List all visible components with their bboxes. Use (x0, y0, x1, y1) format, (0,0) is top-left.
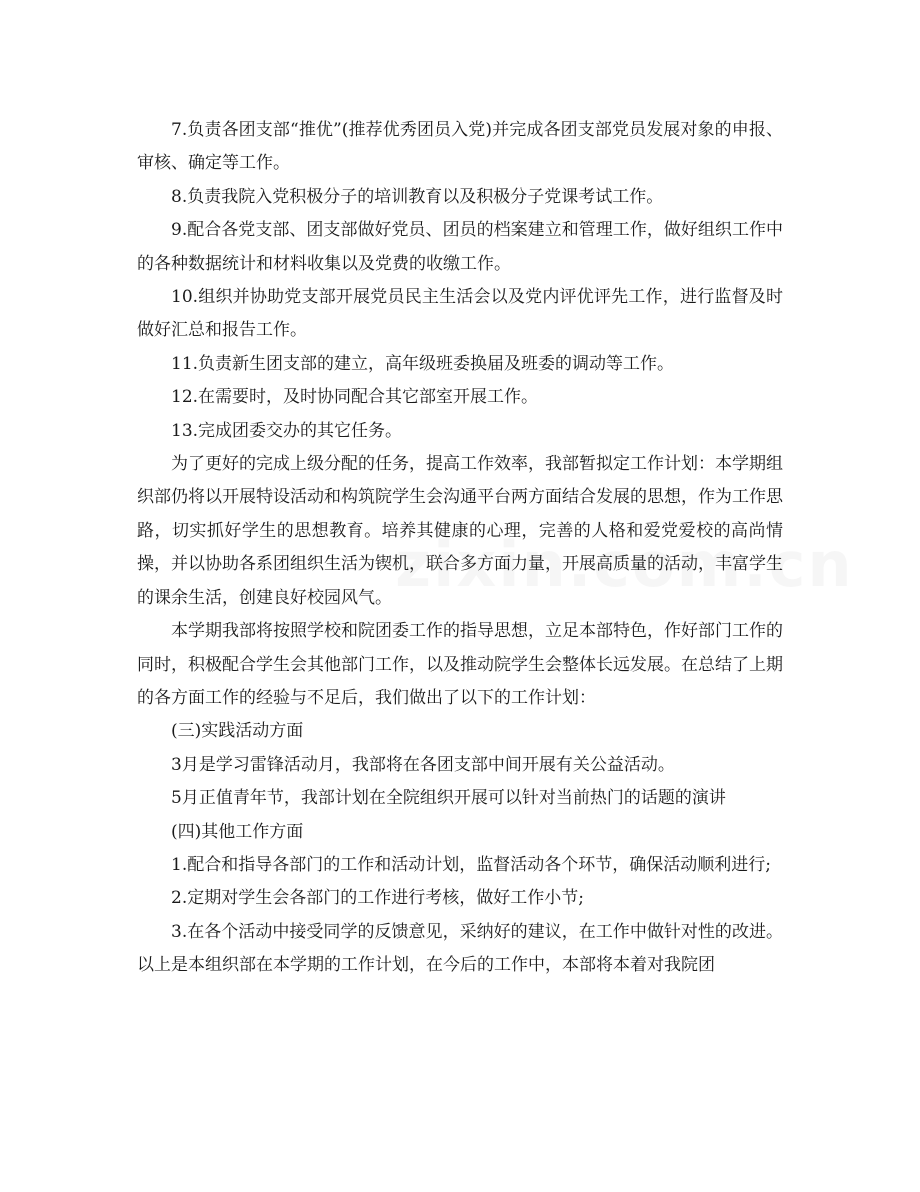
paragraph-march: 3月是学习雷锋活动月，我部将在各团支部中间开展有关公益活动。 (171, 754, 675, 775)
document-body (137, 114, 783, 983)
paragraph-item-10: 10.组织并协助党支部开展党员民主生活会以及党内评优评先工作，进行监督及时做好汇总和报告工作。 (137, 287, 783, 341)
paragraph-item-7: 7.负责各团支部“推优”(推荐优秀团员入党)并完成各团支部党员发展对象的申报、审核、确定等工作。 (137, 120, 783, 174)
paragraph-other-1: 1.配合和指导各部门的工作和活动计划，监督活动各个环节，确保活动顺利进行; (171, 854, 771, 875)
paragraph-item-11: 11.负责新生团支部的建立，高年级班委换届及班委的调动等工作。 (171, 353, 675, 374)
paragraph-plan-intro: 为了更好的完成上级分配的任务，提高工作效率，我部暂拟定工作计划：本学期组织部仍将以开展特设活动和构筑院学生会沟通平台两方面结合发展的思想，作为工作思路，切实抓好学生的思想教育。培养其健康的心理，完善的人格和爱党爱校的高尚情操，并以协助各系团组织生活为锲机，联合多方面力量，开展高质量的活动，丰富学生的课余生活，创建良好校园风气。 (137, 454, 783, 608)
paragraph-guiding-idea: 本学期我部将按照学校和院团委工作的指导思想，立足本部特色，作好部门工作的同时，积极配合学生会其他部门工作，以及推动院学生会整体长远发展。在总结了上期的各方面工作的经验与不足后，我们做出了以下的工作计划： (137, 621, 783, 708)
paragraph-other-2: 2.定期对学生会各部门的工作进行考核，做好工作小节; (171, 888, 584, 909)
paragraph-other-3: 3.在各个活动中接受同学的反馈意见，采纳好的建议，在工作中做针对性的改进。以上是本组织部在本学期的工作计划，在今后的工作中，本部将本着对我院团 (137, 921, 783, 976)
paragraph-may: 5月正值青年节，我部计划在全院组织开展可以针对当前热门的话题的演讲 (171, 788, 726, 809)
section-heading-practice: (三)实践活动方面 (171, 721, 304, 742)
paragraph-item-9: 9.配合各党支部、团支部做好党员、团员的档案建立和管理工作，做好组织工作中的各种数据统计和材料收集以及党费的收缴工作。 (137, 220, 783, 274)
paragraph-item-8: 8.负责我院入党积极分子的培训教育以及积极分子党课考试工作。 (171, 186, 664, 207)
section-heading-other: (四)其他工作方面 (171, 821, 304, 842)
paragraph-item-13: 13.完成团委交办的其它任务。 (171, 420, 403, 441)
paragraph-item-12: 12.在需要时，及时协同配合其它部室开展工作。 (171, 387, 539, 408)
